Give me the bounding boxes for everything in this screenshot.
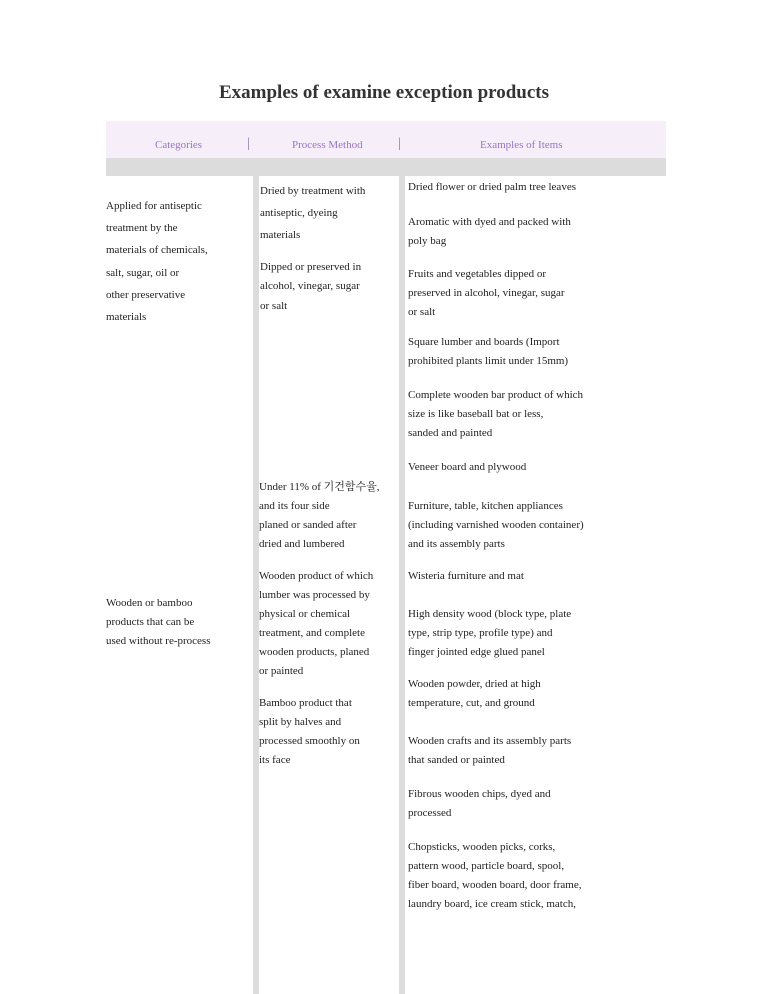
row2-example-line: Wisteria furniture and mat bbox=[408, 570, 524, 582]
row2-process-line: Under 11% of 기건함수율, bbox=[259, 481, 380, 493]
row2-process-line: Wooden product of which bbox=[259, 570, 374, 582]
row1-category-line: other preservative bbox=[106, 289, 186, 301]
row2-example-line: Wooden powder, dried at high bbox=[408, 678, 541, 690]
header-separator: | bbox=[247, 136, 250, 151]
row2-example-line: Wooden crafts and its assembly parts bbox=[408, 735, 572, 747]
row2-process-line: lumber was processed by bbox=[259, 589, 370, 601]
row2-example-line: that sanded or painted bbox=[408, 754, 505, 766]
row2-process-line: planed or sanded after bbox=[259, 519, 357, 531]
row1-example-line: Aromatic with dyed and packed with bbox=[408, 216, 571, 228]
row2-example-line: fiber board, wooden board, door frame, bbox=[408, 879, 582, 891]
row2-process-line: treatment, and complete bbox=[259, 627, 365, 639]
row2-category-line: Wooden or bamboo bbox=[106, 597, 193, 609]
exceptions-table bbox=[106, 121, 666, 994]
row1-process-line: alcohol, vinegar, sugar bbox=[260, 280, 360, 292]
row2-example-line: Square lumber and boards (Import bbox=[408, 336, 560, 348]
row2-process-line: its face bbox=[259, 754, 291, 766]
row1-category-line: materials of chemicals, bbox=[106, 244, 208, 256]
row1-process-line: or salt bbox=[260, 300, 288, 312]
header-examples: Examples of Items bbox=[480, 139, 563, 151]
header-categories: Categories bbox=[155, 139, 203, 151]
row2-process-line: processed smoothly on bbox=[259, 735, 360, 747]
header-separator: | bbox=[398, 136, 401, 151]
row2-process-line: physical or chemical bbox=[259, 608, 351, 620]
row2-process-line: and its four side bbox=[259, 500, 330, 512]
row1-example-line: Fruits and vegetables dipped or bbox=[408, 268, 547, 280]
row2-process-line: dried and lumbered bbox=[259, 538, 345, 550]
row2-example-line: Chopsticks, wooden picks, corks, bbox=[408, 841, 556, 853]
row2-category-cell bbox=[106, 334, 253, 994]
row2-example-line: Complete wooden bar product of which bbox=[408, 389, 584, 401]
row2-examples-cell bbox=[405, 334, 666, 994]
row2-example-line: laundry board, ice cream stick, match, bbox=[408, 898, 576, 910]
row2-process-line: wooden products, planed bbox=[259, 646, 370, 658]
row2-example-line: sanded and painted bbox=[408, 427, 493, 439]
row1-example-line: or salt bbox=[408, 306, 436, 318]
row2-example-line: High density wood (block type, plate bbox=[408, 608, 572, 620]
row2-example-line: size is like baseball bat or less, bbox=[408, 408, 544, 420]
row1-category-line: salt, sugar, oil or bbox=[106, 267, 180, 279]
row1-example-line: poly bag bbox=[408, 235, 447, 247]
row2-example-line: finger jointed edge glued panel bbox=[408, 646, 545, 658]
row2-example-line: temperature, cut, and ground bbox=[408, 697, 535, 709]
row1-category-line: Applied for antiseptic bbox=[106, 200, 202, 212]
row2-example-line: Fibrous wooden chips, dyed and bbox=[408, 788, 551, 800]
row2-process-cell bbox=[259, 334, 399, 994]
row1-process-line: antiseptic, dyeing bbox=[260, 207, 338, 219]
row2-example-line: (including varnished wooden container) bbox=[408, 519, 584, 531]
row1-process-line: Dried by treatment with bbox=[260, 185, 366, 197]
row1-process-line: materials bbox=[260, 229, 301, 241]
row2-process-line: split by halves and bbox=[259, 716, 342, 728]
row1-category-line: materials bbox=[106, 311, 147, 323]
row1-category-line: treatment by the bbox=[106, 222, 178, 234]
row2-example-line: pattern wood, particle board, spool, bbox=[408, 860, 565, 872]
row2-example-line: Furniture, table, kitchen appliances bbox=[408, 500, 563, 512]
row2-example-line: type, strip type, profile type) and bbox=[408, 627, 553, 639]
row2-example-line: processed bbox=[408, 807, 452, 819]
page-title: Examples of examine exception products bbox=[218, 82, 550, 103]
row2-example-line: prohibited plants limit under 15mm) bbox=[408, 355, 569, 367]
row2-category-line: products that can be bbox=[106, 616, 195, 628]
row2-process-line: or painted bbox=[259, 665, 304, 677]
header-process-method: Process Method bbox=[292, 139, 363, 151]
row2-process-line: Bamboo product that bbox=[259, 697, 352, 709]
row1-example-line: Dried flower or dried palm tree leaves bbox=[408, 181, 576, 193]
row1-process-line: Dipped or preserved in bbox=[260, 261, 362, 273]
row2-example-line: Veneer board and plywood bbox=[408, 461, 527, 473]
table-header bbox=[106, 121, 666, 158]
row2-category-line: used without re-process bbox=[106, 635, 211, 647]
row1-example-line: preserved in alcohol, vinegar, sugar bbox=[408, 287, 565, 299]
row2-example-line: and its assembly parts bbox=[408, 538, 505, 550]
